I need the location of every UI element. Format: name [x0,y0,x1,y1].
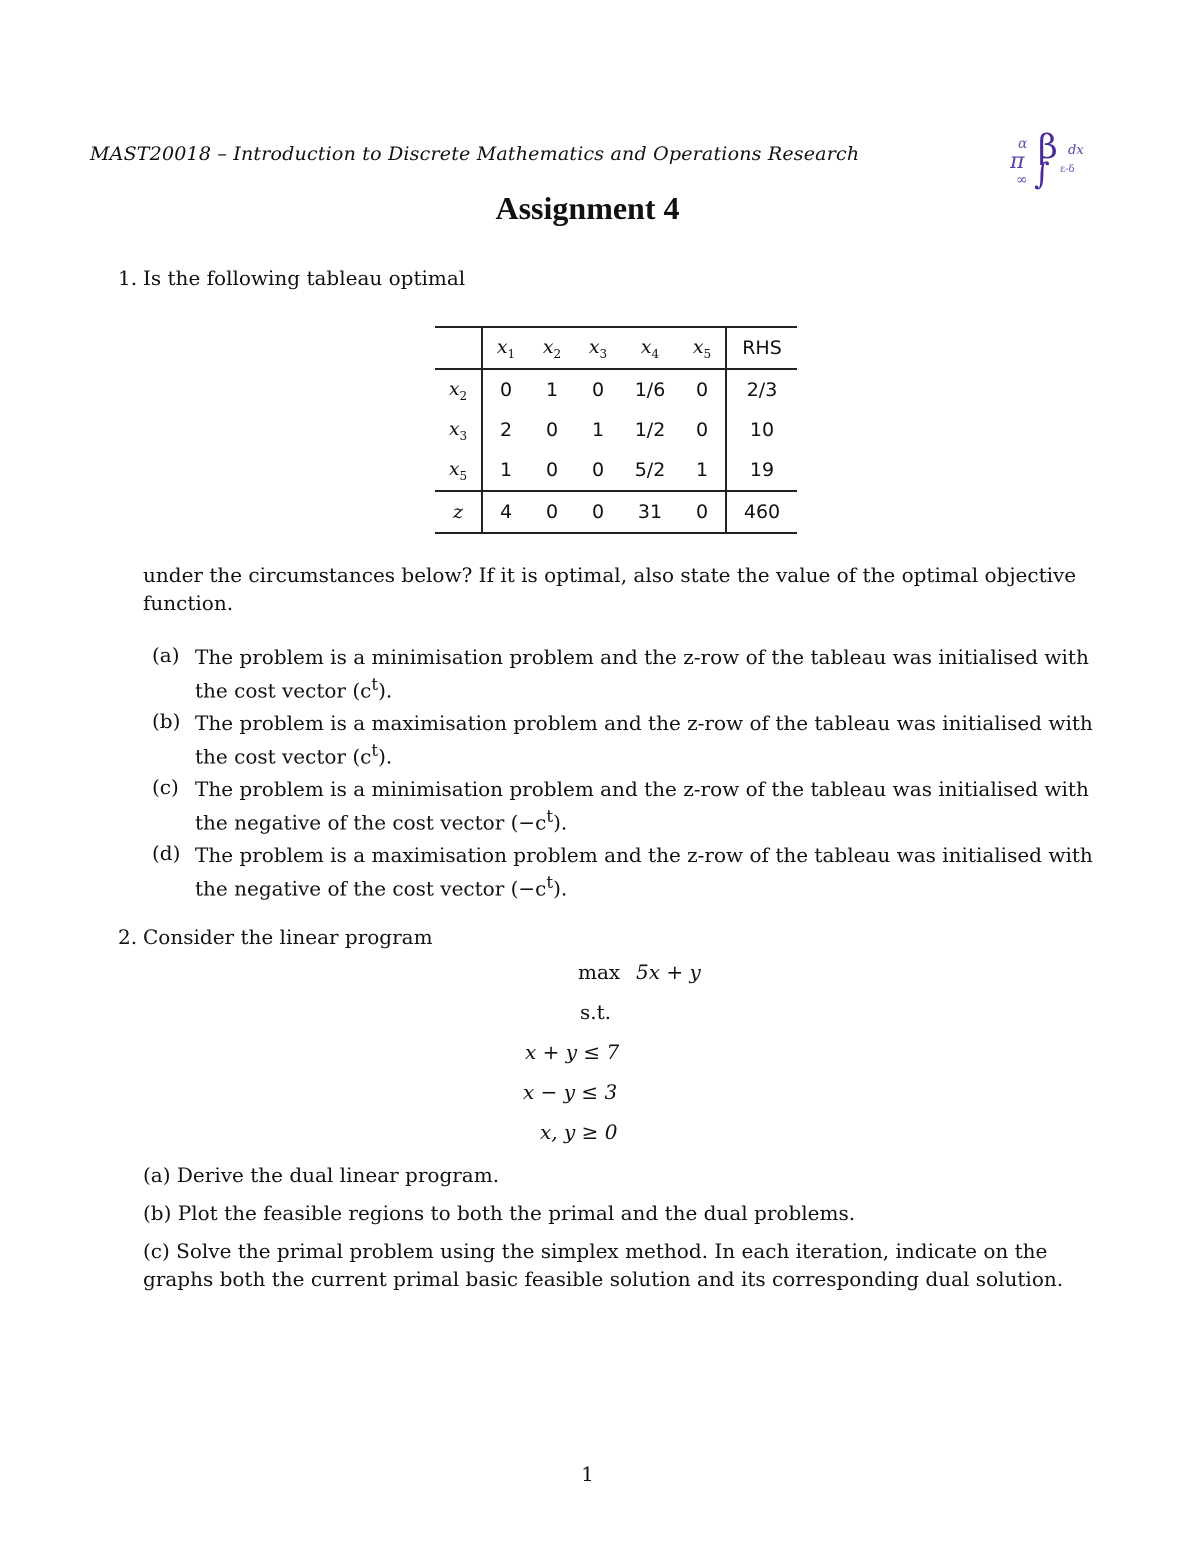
question-1-prompt: Is the following tableau optimal [143,266,466,290]
transpose-sup: t [371,675,379,694]
tableau-cell: 0 [591,459,605,481]
lp-constraint: x + y ≤ 7 [525,1040,620,1064]
tableau-rhs: 2/3 [726,369,797,410]
math-symbols-logo [1010,128,1090,190]
part-label: (c) [143,1239,170,1263]
lp-subject-to: s.t. [580,1000,612,1024]
question-2b [143,1199,855,1227]
tableau-cell: 4 [482,491,529,533]
logo-glyph-infinity: ∞ [1016,172,1028,188]
part-label: (b) [143,1201,172,1225]
tableau-col-header: $x_1$ [482,327,529,369]
tableau-corner [435,327,482,369]
tableau-col-header: $x_5$ [679,327,726,369]
simplex-tableau [435,326,797,534]
tableau-cell: 1 [545,379,559,401]
part-line: The problem is a minimisation problem and the z-row of the tableau was initialised with [195,645,1089,669]
tableau-cell: 1 [695,459,709,481]
tableau-row [435,369,797,410]
question-1-number: 1. [118,266,138,290]
part-line [143,1237,1063,1265]
part-line [195,671,1089,705]
lp-objective: 5x + y [636,960,701,984]
part-line-text: the cost vector (c [195,744,372,769]
logo-glyph-beta: β [1038,128,1058,167]
part-text: Derive the dual linear program. [176,1163,500,1187]
lp-constraint: x − y ≤ 3 [523,1080,618,1104]
part-line: graphs both the current primal basic feasible solution and its corresponding dual solution. [143,1267,1064,1291]
part-line-text: the negative of the cost vector (−c [195,876,547,901]
tableau-col-header: $x_3$ [575,327,621,369]
tableau-cell: 0 [545,419,559,441]
tableau-cell: 1 [499,459,513,481]
tableau-basis: $x_2$ [435,369,482,410]
part-label: (a) [143,1163,171,1187]
part-line: The problem is a maximisation problem and the z-row of the tableau was initialised with [195,843,1093,867]
tableau-cell: 0 [545,459,559,481]
part-line [195,737,1093,771]
tableau-row [435,450,797,491]
page-number: 1 [581,1462,594,1486]
part-line: The problem is a maximisation problem and the z-row of the tableau was initialised with [195,711,1093,735]
tableau-cell: 31 [621,491,679,533]
tableau-cell: 0 [591,379,605,401]
part-line-end: ). [378,678,393,703]
question-1-followup [143,561,1076,617]
followup-line: under the circumstances below? If it is optimal, also state the value of the optimal objective [143,563,1077,587]
lp-constraint: x, y ≥ 0 [540,1120,618,1144]
part-text: Solve the primal problem using the simplex method. In each iteration, indicate on the [176,1239,1048,1263]
tableau-cell: 0 [529,491,575,533]
logo-glyph-dx: dx [1068,143,1084,158]
part-label: (b) [152,709,181,733]
tableau-cell: 0 [695,419,709,441]
part-line-end: ). [553,810,568,835]
tableau-cell: 0 [499,379,513,401]
followup-line: function. [143,591,234,615]
tableau-row [435,410,797,450]
part-line [195,803,1089,837]
lp-objective-label: max [578,960,621,984]
part-label: (d) [152,841,181,865]
tableau-cell: 1/2 [634,419,666,441]
tableau-rhs: 19 [726,450,797,491]
tableau-cell: 2 [499,419,513,441]
question-1b [195,709,1093,771]
tableau-cell: 0 [679,491,726,533]
tableau-cell: 1/6 [634,379,666,401]
part-line-end: ). [553,876,568,901]
tableau-col-header: $x_2$ [529,327,575,369]
question-1d [195,841,1093,903]
part-line-text: the cost vector (c [195,678,372,703]
tableau-basis: z [435,491,482,533]
part-line-end: ). [378,744,393,769]
question-1c [195,775,1089,837]
question-2-number: 2. [118,925,138,949]
transpose-sup: t [546,873,554,892]
logo-glyph-alpha: α [1018,136,1028,152]
part-line-text: the negative of the cost vector (−c [195,810,547,835]
part-label: (a) [152,643,180,667]
logo-glyph-epsilon-delta: ε-δ [1060,164,1075,175]
logo-glyph-integral: ∫ [1034,157,1050,190]
tableau-cell: 1 [591,419,605,441]
tableau-cell: 5/2 [634,459,666,481]
tableau-header-row [435,327,797,369]
tableau-z-row [435,491,797,533]
transpose-sup: t [546,807,554,826]
page-title: Assignment 4 [495,190,680,226]
course-header: MAST20018 – Introduction to Discrete Mathematics and Operations Research [90,143,860,165]
tableau-rhs: 10 [726,410,797,450]
question-1a [195,643,1089,705]
part-line [195,869,1093,903]
tableau-cell: 0 [575,491,621,533]
part-label: (c) [152,775,179,799]
part-text: Plot the feasible regions to both the primal and the dual problems. [177,1201,856,1225]
question-2a [143,1161,499,1189]
tableau-basis: $x_3$ [435,410,482,450]
part-line: The problem is a minimisation problem and the z-row of the tableau was initialised with [195,777,1089,801]
tableau-col-header: $x_4$ [621,327,679,369]
tableau-rhs: 460 [726,491,797,533]
tableau-basis: $x_5$ [435,450,482,491]
tableau-rhs-header: RHS [726,327,797,369]
transpose-sup: t [371,741,379,760]
question-2c [143,1237,1063,1293]
logo-glyph-pi: π [1010,149,1025,174]
tableau-cell: 0 [695,379,709,401]
question-2-prompt: Consider the linear program [143,925,433,949]
